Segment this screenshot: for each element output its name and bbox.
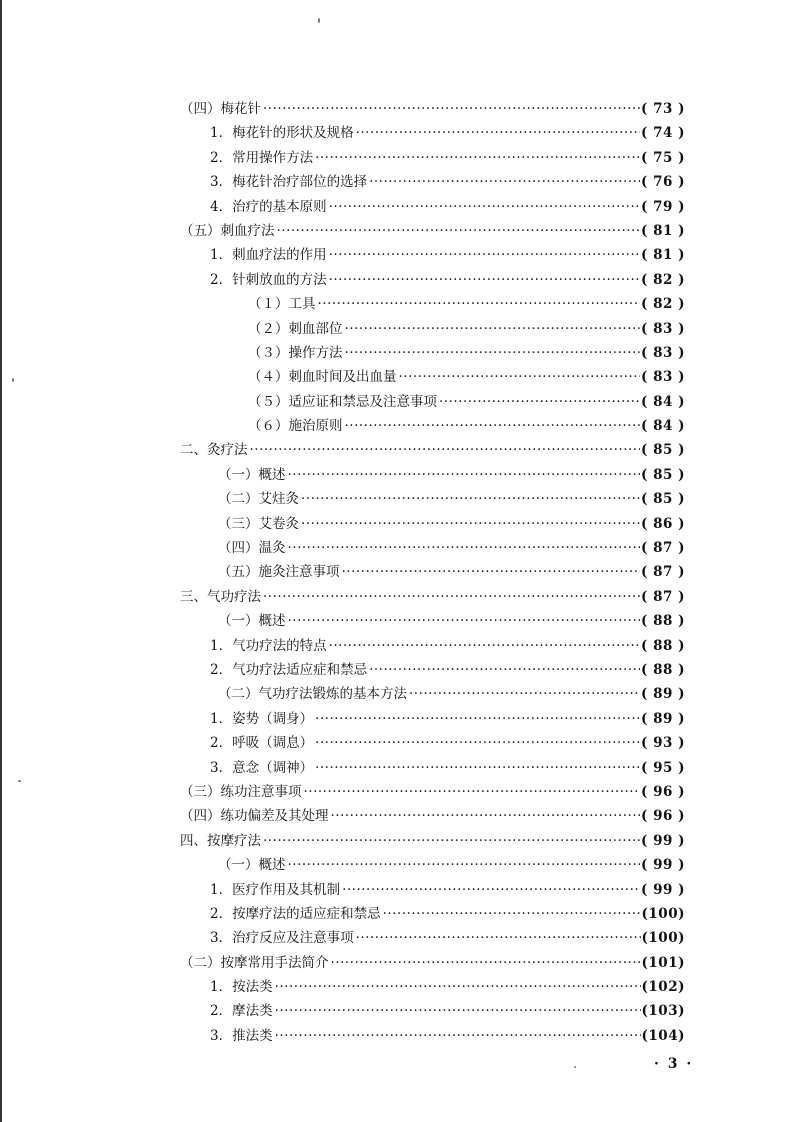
dot-leader [329,268,640,292]
dot-leader [345,341,641,365]
toc-entry [180,1024,685,1048]
toc-entry [180,341,685,365]
toc-entry-title: （１）工具 [248,296,316,313]
dot-leader [304,780,641,804]
dot-leader [277,219,641,243]
toc-entry-page: ( 96 ) [641,808,685,825]
toc-entry-number: 2． [210,271,233,288]
toc-entry-page: ( 89 ) [641,710,685,727]
toc-entry-page: ( 83 ) [641,344,685,361]
page-left-edge [0,0,2,1122]
toc-entry-page: ( 82 ) [641,271,685,288]
toc-entry-number: 3． [210,174,233,191]
toc-entry [180,780,685,804]
toc-entry-title: （一）概述 [218,466,286,483]
toc-entry-number: 3． [210,759,233,776]
toc-entry [180,365,685,389]
dot-leader [315,146,640,170]
toc-entry-title: （五）施灸注意事项 [218,564,340,581]
toc-entry-title: 针刺放血的方法 [232,271,327,288]
toc-entry-title: 呼吸（调息） [232,735,314,752]
scan-speck [18,780,21,782]
dot-leader [250,438,641,462]
dot-leader [301,487,640,511]
toc-entry [180,390,685,414]
toc-entry-page: ( 88 ) [641,613,685,630]
toc-entry-title: （四）练功偏差及其处理 [180,808,329,825]
dot-leader [369,658,640,682]
dot-leader [409,682,640,706]
toc-entry-page: ( 74 ) [641,125,685,142]
toc-entry-title: （二）按摩常用手法简介 [180,954,329,971]
toc-entry-title: （２）刺血部位 [248,320,343,337]
toc-entry [180,707,685,731]
toc-entry [180,195,685,219]
toc-entry-page: ( 83 ) [641,320,685,337]
toc-entry [180,487,685,511]
dot-leader [345,414,641,438]
dot-leader [369,170,640,194]
toc-entry-page: ( 86 ) [641,515,685,532]
dot-leader [315,756,640,780]
toc-entry [180,804,685,828]
toc-entry [180,999,685,1023]
toc-entry [180,878,685,902]
toc-entry-title: （一）概述 [218,613,286,630]
toc-entry-number: 2． [210,661,233,678]
dot-leader [318,292,641,316]
toc-entry-number: 4． [210,198,233,215]
toc-entry-title: 二、灸疗法 [180,442,248,459]
dot-leader [399,365,641,389]
toc-entry [180,268,685,292]
toc-entry [180,146,685,170]
toc-entry-page: ( 93 ) [641,735,685,752]
toc-entry-number: 1． [210,979,233,996]
toc-entry [180,560,685,584]
dot-leader [331,804,641,828]
toc-entry-title: 气功疗法的特点 [232,637,327,654]
toc-entry [180,536,685,560]
toc-entry-title: （５）适应证和禁忌及注意事项 [248,393,437,410]
dot-leader [301,512,640,536]
toc-entry [180,292,685,316]
toc-entry-number: 2． [210,149,233,166]
dot-leader [329,634,640,658]
toc-entry-page: ( 85 ) [641,442,685,459]
toc-entry-page: (101) [641,954,685,971]
toc-entry-title: 三、气功疗法 [180,588,261,605]
toc-entry-title: （三）艾卷灸 [218,515,299,532]
dot-leader [275,1024,641,1048]
toc-entry-page: (100) [641,930,685,947]
dot-leader [329,195,640,219]
toc-entry-page: ( 76 ) [641,174,685,191]
toc-entry [180,829,685,853]
toc-entry-page: (102) [641,979,685,996]
toc-entry [180,438,685,462]
toc-entry-page: ( 84 ) [641,418,685,435]
toc-entry-page: ( 99 ) [641,857,685,874]
toc-entry-number: 1． [210,881,233,898]
toc-entry-page: (100) [641,905,685,922]
toc-entry-page: ( 99 ) [641,881,685,898]
dot-leader [275,999,641,1023]
toc-entry [180,731,685,755]
toc-entry-number: 1． [210,125,233,142]
dot-leader [331,951,641,975]
toc-entry-title: （四）梅花针 [180,101,261,117]
dot-leader [315,707,640,731]
toc-entry [180,414,685,438]
toc-entry [180,902,685,926]
toc-entry-title: 刺血疗法的作用 [232,247,327,264]
dot-leader [288,853,641,877]
toc-entry-page: ( 99 ) [641,832,685,849]
toc-entry-page: ( 85 ) [641,466,685,483]
toc-entry-page: ( 82 ) [641,296,685,313]
toc-entry-title: （３）操作方法 [248,344,343,361]
toc-entry-page: (104) [641,1027,685,1044]
toc-entry [180,658,685,682]
toc-entry-page: (103) [641,1003,685,1020]
toc-entry-number: 2． [210,735,233,752]
toc-entry-number: 2． [210,905,233,922]
dot-leader [263,829,640,853]
toc-entry-page: ( 81 ) [641,247,685,264]
toc-entry-page: ( 88 ) [641,661,685,678]
dot-leader [383,902,641,926]
toc-entry-page: ( 95 ) [641,759,685,776]
toc-entry-page: ( 87 ) [641,588,685,605]
toc-entry-number: 2． [210,1003,233,1020]
toc-entry-title: （三）练功注意事项 [180,783,302,800]
toc-entry-title: 按法类 [232,979,273,996]
toc-entry [180,975,685,999]
page-number: · 3 · [654,1056,694,1072]
scan-speck [318,18,320,23]
toc-entry-page: ( 84 ) [641,393,685,410]
dot-leader [315,731,640,755]
toc-entry-title: 四、按摩疗法 [180,832,261,849]
toc-entry-title: 治疗反应及注意事项 [232,930,354,947]
toc-entry-page: ( 83 ) [641,369,685,386]
toc-entry [180,609,685,633]
toc-entry-title: 摩法类 [232,1003,273,1020]
toc-entry [180,634,685,658]
toc-entry-title: 梅花针的形状及规格 [232,125,354,142]
toc-entry-page: ( 87 ) [641,564,685,581]
dot-leader [356,121,640,145]
dot-leader [263,585,640,609]
toc-entry-page: ( 96 ) [641,783,685,800]
toc-entry-number: 1． [210,710,233,727]
toc-entry-title: （一）概述 [218,857,286,874]
dot-leader [288,536,641,560]
toc-entry-number: 3． [210,930,233,947]
toc-entry-title: 按摩疗法的适应症和禁忌 [232,905,381,922]
toc-entry [180,512,685,536]
dot-leader [288,609,641,633]
toc-entry [180,317,685,341]
toc-entry-page: ( 85 ) [641,491,685,508]
dot-leader [329,243,640,267]
dot-leader [263,97,640,121]
toc-entry-page: ( 87 ) [641,540,685,557]
toc-entry-number: 3． [210,1027,233,1044]
toc-entry [180,243,685,267]
toc-entry [180,756,685,780]
toc-entry-title: （二）气功疗法锻炼的基本方法 [218,686,407,703]
toc-entry-page: ( 81 ) [641,222,685,239]
toc-entry-title: （４）刺血时间及出血量 [248,369,397,386]
toc-entry-title: 推法类 [232,1027,273,1044]
dot-leader [342,878,640,902]
scan-speck [12,378,14,382]
toc-entry-title: 姿势（调身） [232,710,314,727]
toc-entry-title: （二）艾炷灸 [218,491,299,508]
dot-leader [345,317,641,341]
toc-entry-page: ( 75 ) [641,149,685,166]
toc-entry-title: （五）刺血疗法 [180,222,275,239]
toc-entry-title: 治疗的基本原则 [232,198,327,215]
dot-leader [288,463,641,487]
dot-leader [356,926,641,950]
toc-entry-page: ( 89 ) [641,686,685,703]
toc-entry [180,463,685,487]
dot-leader [439,390,640,414]
toc-entry [180,121,685,145]
toc-entry-page: ( 73 ) [641,101,685,117]
dot-leader [275,975,641,999]
toc-entry-title: （６）施治原则 [248,418,343,435]
toc-entry [180,682,685,706]
toc-entry [180,585,685,609]
scan-speck [574,1066,576,1068]
toc-entry-page: ( 79 ) [641,198,685,215]
toc-entry-page: ( 88 ) [641,637,685,654]
toc-entry-title: 常用操作方法 [232,149,314,166]
toc-entry-number: 1． [210,637,233,654]
toc-entry [180,951,685,975]
toc-entry [180,926,685,950]
toc-entry-title: 梅花针治疗部位的选择 [232,174,368,191]
toc-entry [180,219,685,243]
toc-entry-title: 意念（调神） [232,759,314,776]
toc-entry [180,170,685,194]
toc-entry-title: 医疗作用及其机制 [232,881,341,898]
toc-entry [180,97,685,121]
dot-leader [342,560,641,584]
toc-entry [180,853,685,877]
toc-entry-title: （四）温灸 [218,540,286,557]
toc-entry-number: 1． [210,247,233,264]
table-of-contents [180,97,685,1048]
toc-entry-title: 气功疗法适应症和禁忌 [232,661,368,678]
